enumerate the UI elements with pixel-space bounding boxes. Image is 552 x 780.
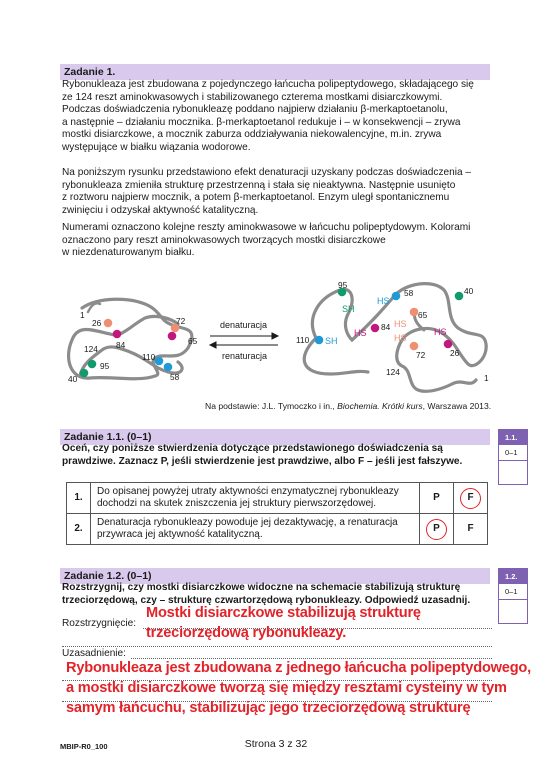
task11-instruction: Oceń, czy poniższe stwierdzenia dotyczące przedstawionego doświadczenia są prawdziwe. Zaznacz P, jeśli stwierdzenie jest prawdziwe, albo F – jeśli jest fałszywe. xyxy=(62,443,463,467)
residue-84-dot xyxy=(113,330,122,339)
ribonuclease-diagram xyxy=(60,278,492,398)
right-label-1: 1 xyxy=(484,373,489,383)
hs-blue-label: HS xyxy=(377,296,390,306)
right-label-110: 110 xyxy=(296,335,310,345)
left-label-65: 65 xyxy=(188,336,198,346)
table-row xyxy=(67,483,488,514)
justification-answer-line-2[interactable]: a mostki disiarczkowe tworzą się między resztami cysteiny w tym xyxy=(66,680,507,696)
right-label-84: 84 xyxy=(381,322,391,332)
left-label-84: 84 xyxy=(116,340,126,350)
renaturation-label: renaturacja xyxy=(222,351,268,361)
left-label-124: 124 xyxy=(84,344,98,354)
answer-f-option[interactable]: F xyxy=(454,514,488,545)
denat-58-dot xyxy=(392,292,401,301)
page-number: Strona 3 z 32 xyxy=(244,738,308,750)
right-label-58: 58 xyxy=(404,288,414,298)
true-false-table xyxy=(66,482,488,545)
residue-40-dot xyxy=(80,369,89,378)
denaturation-label: denaturacja xyxy=(220,320,268,330)
residue-58-dot xyxy=(164,363,173,372)
sh-green-label: SH xyxy=(342,304,355,314)
hs-orange-label-2: HS xyxy=(394,333,407,343)
task1-intro: Rybonukleaza jest zbudowana z pojedynczego łańcucha polipeptydowego, składającego się ze 124 reszt aminokwasowych i stabilizowanego czterema mostkami disiarczkowymi. Podczas doświadczenia rybonukleazę poddano najpierw działaniu β-merkaptoetanolu, a następnie – działaniu mocznika. β-merkaptoetanol redukuje i – w konsekwencji – zrywa mostki disiarczkowe, a mocznik zaburza oddziaływania niekowalencyjne, m.in. zrywa występujące w białku wiązania wodorowe. xyxy=(62,79,474,153)
denat-40-dot xyxy=(455,292,464,301)
task1-header: Zadanie 1. xyxy=(60,64,490,80)
decision-answer-line-2[interactable]: trzeciorzędową rybonukleazy. xyxy=(146,625,347,641)
right-label-40: 40 xyxy=(464,286,474,296)
residue-110-dot xyxy=(155,357,164,366)
justification-answer-line-1[interactable]: Rybonukleaza jest zbudowana z jednego łańcucha polipeptydowego, xyxy=(66,660,532,676)
hs-purple-label: HS xyxy=(434,327,447,337)
task1-legend-text: Numerami oznaczono kolejne reszty aminokwasowe w łańcuchu polipeptydowym. Kolorami oznaczono pary reszt aminokwasowych tworzących mostki disiarczkowe w niezdenaturowanym białku. xyxy=(62,222,471,259)
decision-label: Rozstrzygnięcie: xyxy=(62,618,137,629)
justification-label: Uzasadnienie: xyxy=(62,648,126,659)
denat-72-dot xyxy=(410,342,419,351)
left-label-110: 110 xyxy=(142,352,156,362)
task11-score-box xyxy=(498,429,528,485)
task11-header: Zadanie 1.1. (0–1) xyxy=(60,429,490,445)
hs-pink-label: HS xyxy=(354,328,367,338)
exam-code: MBIP-R0_100 xyxy=(60,742,108,751)
answer-p-option[interactable] xyxy=(420,514,454,545)
right-label-26: 26 xyxy=(450,348,460,358)
left-label-26: 26 xyxy=(92,318,102,328)
right-label-65: 65 xyxy=(418,310,428,320)
selected-answer-circle: P xyxy=(426,519,447,540)
right-label-72: 72 xyxy=(416,350,426,360)
denat-26-dot xyxy=(444,340,453,349)
hs-orange-label-1: HS xyxy=(394,319,407,329)
residue-95-dot xyxy=(88,360,97,369)
selected-answer-circle: F xyxy=(460,488,481,509)
decision-answer-line-1[interactable]: Mostki disiarczkowe stabilizują strukturę xyxy=(146,605,421,621)
task12-score-box xyxy=(498,568,528,624)
left-label-1: 1 xyxy=(80,310,85,320)
source-citation: Na podstawie: J.L. Tymoczko i in., Biochemia. Krótki kurs, Warszawa 2013. xyxy=(205,401,492,411)
answer-p-option[interactable]: P xyxy=(420,483,454,514)
task1-experiment: Na poniższym rysunku przedstawiono efekt denaturacji uzyskany podczas doświadczenia – rybonukleaza zmieniła strukturę przestrzenną i stała się nieaktywna. Następnie usunięto z roztworu najpierw mocznik, a potem β-merkaptoetanol. Enzym uległ spontanicznemu zwinięciu i odzyskał aktywność katalityczną. xyxy=(62,167,472,216)
residue-65-dot xyxy=(168,332,177,341)
decision-line-2 xyxy=(62,646,492,647)
row-number: 2. xyxy=(67,514,91,545)
left-label-95: 95 xyxy=(100,361,110,371)
justification-answer-line-3[interactable]: samym łańcuchu, stabilizując jego trzeciorzędową strukturę xyxy=(66,700,471,716)
task11-points: 0–1 xyxy=(499,445,527,461)
statement-text: Do opisanej powyżej utraty aktywności enzymatycznej rybonukleazy dochodzi na skutek zniszczenia jej struktury pierwszorzędowej. xyxy=(91,483,420,514)
residue-26-dot xyxy=(104,319,113,328)
left-label-40: 40 xyxy=(68,374,78,384)
task11-number-badge: 1.1. xyxy=(499,430,527,445)
denat-84-dot xyxy=(371,324,380,333)
task12-points: 0–1 xyxy=(499,584,527,600)
sh-blue-label: SH xyxy=(325,336,338,346)
task12-number-badge: 1.2. xyxy=(499,569,527,584)
denat-110-dot xyxy=(315,336,324,345)
task12-header: Zadanie 1.2. (0–1) xyxy=(60,568,490,584)
right-label-124: 124 xyxy=(386,367,400,377)
justification-line-0 xyxy=(131,658,492,659)
left-label-58: 58 xyxy=(170,372,180,382)
row-number: 1. xyxy=(67,483,91,514)
denat-65-dot xyxy=(410,308,419,317)
task12-instruction: Rozstrzygnij, czy mostki disiarczkowe widoczne na schemacie stabilizują strukturę trzeciorzędową, czy – strukturę czwartorzędową rybonukleazy. Odpowiedź uzasadnij. xyxy=(62,582,471,606)
left-label-72: 72 xyxy=(176,316,186,326)
statement-text: Denaturacja rybonukleazy powoduje jej dezaktywację, a renaturacja przywraca jej aktywność katalityczną. xyxy=(91,514,420,545)
right-label-95: 95 xyxy=(338,280,348,290)
answer-f-option[interactable] xyxy=(454,483,488,514)
table-row xyxy=(67,514,488,545)
